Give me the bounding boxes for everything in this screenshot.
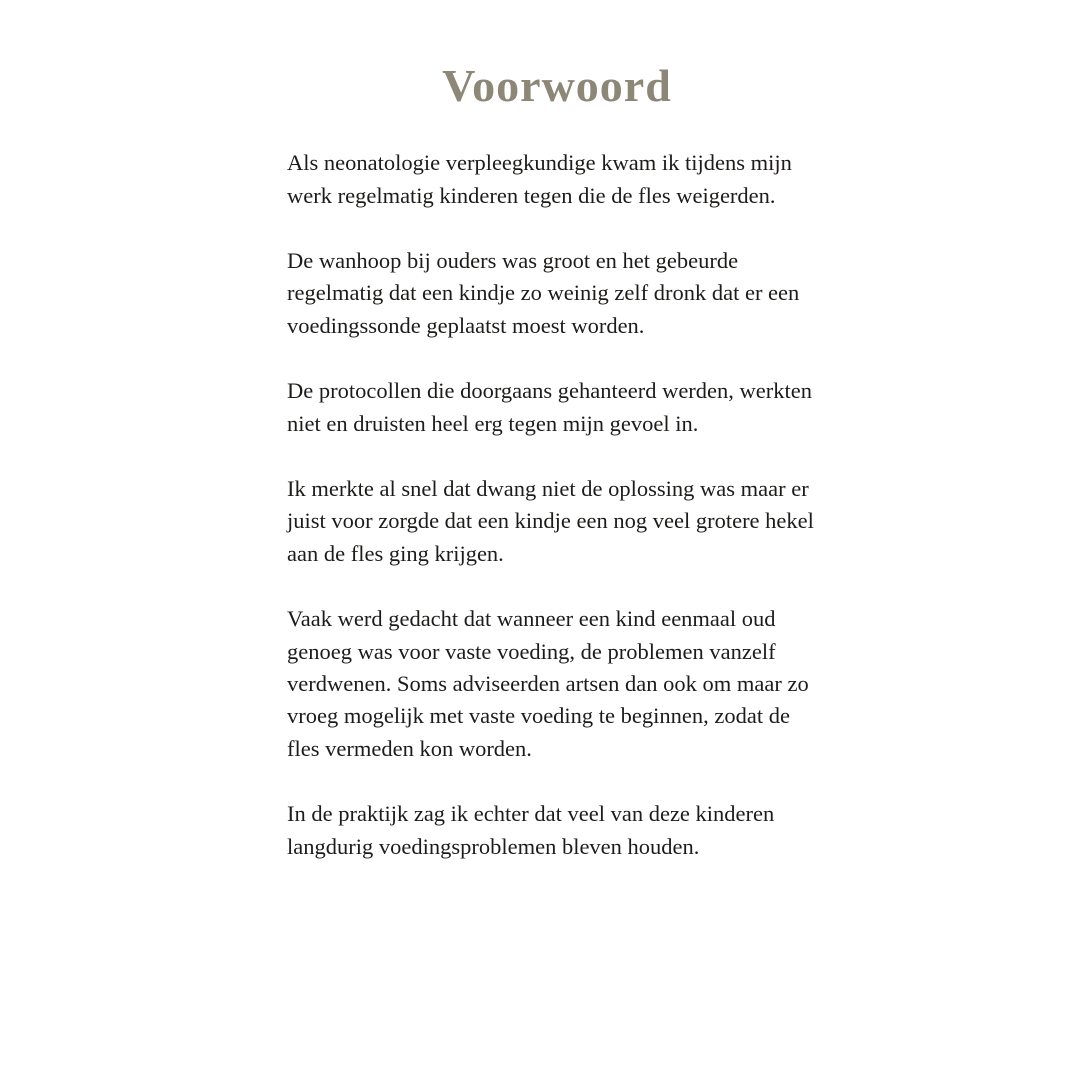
body-paragraphs xyxy=(287,147,827,863)
paragraph: De wanhoop bij ouders was groot en het gebeurde regelmatig dat een kindje zo weinig zelf dronk dat er een voedingssonde geplaatst moest worden. xyxy=(287,248,800,338)
text-column xyxy=(287,58,827,863)
paragraph: In de praktijk zag ik echter dat veel van deze kinderen langdurig voedingsproblemen bleven houden. xyxy=(287,801,775,859)
paragraph: Als neonatologie verpleegkundige kwam ik tijdens mijn werk regelmatig kinderen tegen die de fles weigerden. xyxy=(287,150,792,208)
paragraph: Ik merkte al snel dat dwang niet de oplossing was maar er juist voor zorgde dat een kindje een nog veel grotere hekel aan de fles ging krijgen. xyxy=(287,476,814,566)
paragraph: Vaak werd gedacht dat wanneer een kind eenmaal oud genoeg was voor vaste voeding, de problemen vanzelf verdwenen. Soms adviseerden artsen dan ook om maar zo vroeg mogelijk met vaste voeding te beginnen, zodat de fles vermeden kon worden. xyxy=(287,606,809,761)
page-title: Voorwoord xyxy=(442,60,672,111)
paragraph: De protocollen die doorgaans gehanteerd werden, werkten niet en druisten heel erg tegen mijn gevoel in. xyxy=(287,378,813,436)
